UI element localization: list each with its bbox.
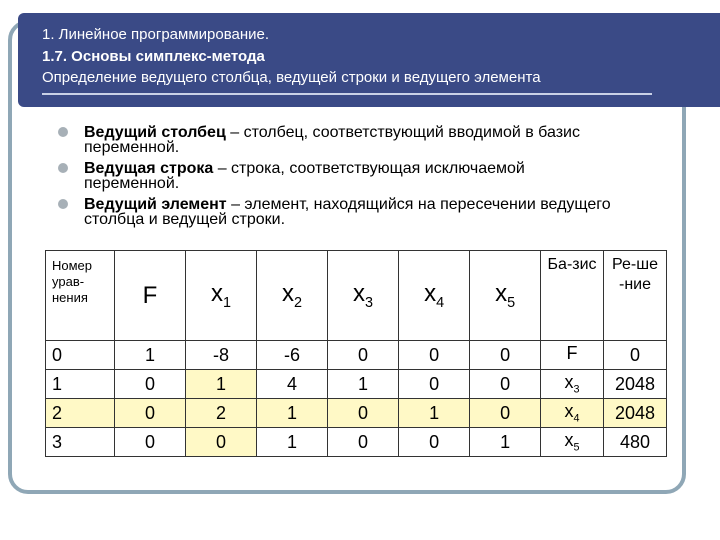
header-basis: Ба-зис bbox=[541, 251, 604, 341]
cell-x5: 0 bbox=[470, 399, 541, 428]
table-header-row bbox=[46, 251, 667, 341]
cell-x3: 0 bbox=[328, 341, 399, 370]
cell-basis: F bbox=[541, 341, 604, 370]
cell-x4: 0 bbox=[399, 370, 470, 399]
table-row bbox=[46, 341, 667, 370]
header-x3: $x_3$ bbox=[328, 251, 399, 341]
definition-item bbox=[58, 161, 618, 191]
bullet-icon bbox=[58, 127, 68, 137]
header-equation-number: Номер урав-нения bbox=[46, 251, 115, 341]
cell-f: 0 bbox=[115, 370, 186, 399]
cell-x2: -6 bbox=[257, 341, 328, 370]
slide-header bbox=[18, 13, 720, 107]
cell-x4: 1 bbox=[399, 399, 470, 428]
header-x1: $x_1$ bbox=[186, 251, 257, 341]
header-x2: $x_2$ bbox=[257, 251, 328, 341]
definition-text: – столбец, соответствующий вводимой в базис переменной. bbox=[84, 124, 580, 156]
definition-text: – строка, соответствующая исключаемой переменной. bbox=[84, 160, 525, 192]
cell-x2: 1 bbox=[257, 399, 328, 428]
definitions-list bbox=[58, 125, 618, 233]
definition-text: – элемент, находящийся на пересечении ведущего столбца и ведущей строки. bbox=[84, 196, 611, 228]
table-row bbox=[46, 370, 667, 399]
bullet-icon bbox=[58, 199, 68, 209]
cell-basis: $x_5$ bbox=[541, 428, 604, 457]
header-divider bbox=[42, 93, 652, 95]
bullet-icon bbox=[58, 163, 68, 173]
cell-eq-number: 1 bbox=[46, 370, 115, 399]
cell-f: 0 bbox=[115, 399, 186, 428]
header-solution: Ре-ше -ние bbox=[604, 251, 667, 341]
cell-x3: 0 bbox=[328, 399, 399, 428]
cell-f: 1 bbox=[115, 341, 186, 370]
cell-solution: 2048 bbox=[604, 399, 667, 428]
definition-term: Ведущая строка bbox=[84, 160, 214, 177]
simplex-table bbox=[45, 250, 667, 457]
cell-basis: $x_3$ bbox=[541, 370, 604, 399]
cell-solution: 0 bbox=[604, 341, 667, 370]
header-line-2: 1.7. Основы симплекс-метода bbox=[42, 48, 265, 65]
header-f: F bbox=[115, 251, 186, 341]
cell-x4: 0 bbox=[399, 341, 470, 370]
header-x5: $x_5$ bbox=[470, 251, 541, 341]
table-row bbox=[46, 428, 667, 457]
cell-x3: 0 bbox=[328, 428, 399, 457]
cell-x5: 0 bbox=[470, 370, 541, 399]
cell-x1: 1 bbox=[186, 370, 257, 399]
cell-f: 0 bbox=[115, 428, 186, 457]
cell-basis: $x_4$ bbox=[541, 399, 604, 428]
cell-x5: 0 bbox=[470, 341, 541, 370]
definition-item bbox=[58, 125, 618, 155]
definition-item bbox=[58, 197, 618, 227]
cell-pivot-element: 2 bbox=[186, 399, 257, 428]
cell-eq-number: 2 bbox=[46, 399, 115, 428]
cell-x2: 1 bbox=[257, 428, 328, 457]
cell-eq-number: 3 bbox=[46, 428, 115, 457]
table-row-pivot bbox=[46, 399, 667, 428]
cell-x4: 0 bbox=[399, 428, 470, 457]
cell-x2: 4 bbox=[257, 370, 328, 399]
header-x4: $x_4$ bbox=[399, 251, 470, 341]
header-line-1: 1. Линейное программирование. bbox=[42, 26, 270, 43]
cell-x3: 1 bbox=[328, 370, 399, 399]
cell-x5: 1 bbox=[470, 428, 541, 457]
definition-term: Ведущий столбец bbox=[84, 124, 226, 141]
cell-solution: 2048 bbox=[604, 370, 667, 399]
header-line-3: Определение ведущего столбца, ведущей строки и ведущего элемента bbox=[42, 69, 541, 86]
definition-term: Ведущий элемент bbox=[84, 196, 227, 213]
cell-x1: -8 bbox=[186, 341, 257, 370]
cell-x1: 0 bbox=[186, 428, 257, 457]
cell-solution: 480 bbox=[604, 428, 667, 457]
cell-eq-number: 0 bbox=[46, 341, 115, 370]
